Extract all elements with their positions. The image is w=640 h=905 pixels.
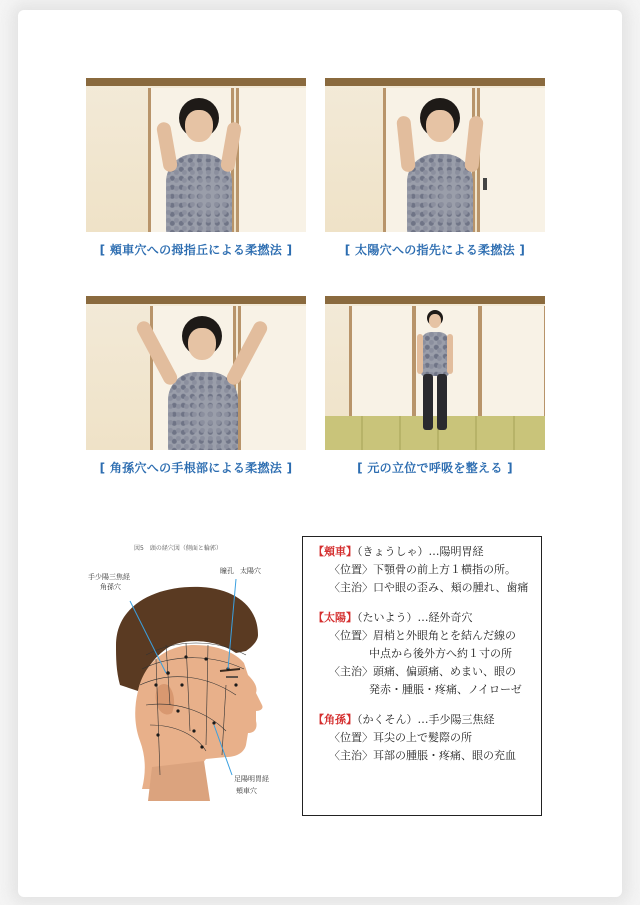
- photo-cheek-technique: [86, 78, 306, 232]
- position-label: 〈位置〉: [329, 731, 373, 744]
- point-name: 【頬車】: [313, 545, 357, 558]
- position-text: 下顎骨の前上方１横指の所。: [373, 563, 516, 576]
- caption-jiaosun: [ 角孫穴への手根部による柔撚法 ]: [99, 461, 293, 475]
- photo-temple-technique: [325, 78, 545, 232]
- indication-label: 〈主治〉: [329, 665, 373, 678]
- indication-label: 〈主治〉: [329, 749, 373, 762]
- photo-jiaosun-technique: [86, 296, 306, 450]
- label-jiache: 頬車穴: [236, 787, 257, 795]
- label-jiaosun: 角孫穴: [100, 583, 121, 591]
- indication-text: 耳部の腫脹・疼痛、眼の充血: [373, 749, 516, 762]
- position-label: 〈位置〉: [329, 629, 373, 642]
- indication-label: 〈主治〉: [329, 581, 373, 594]
- section-taiyang: [313, 609, 533, 699]
- caption-temple: [ 太陽穴への指先による柔撚法 ]: [344, 243, 526, 257]
- photo-standing-breathing: [325, 296, 545, 450]
- label-taiyang: 太陽穴: [240, 567, 261, 575]
- point-reading: （かくそん）…手少陽三焦経: [357, 713, 495, 726]
- position-text: 眉梢と外眼角とを結んだ線の: [373, 629, 516, 642]
- point-reading: （たいよう）…経外奇穴: [357, 611, 473, 624]
- figure-title: 図5 頭の経穴図（側面と輪郭）: [134, 545, 222, 552]
- position-text: 耳尖の上で髪際の所: [373, 731, 472, 744]
- section-jiache: [313, 543, 533, 597]
- label-sanjiao-meridian: 手少陽三焦経: [88, 573, 130, 581]
- position-label: 〈位置〉: [329, 563, 373, 576]
- indication-text: 頭痛、偏頭痛、めまい、眼の: [373, 665, 516, 678]
- caption-cheek: [ 頬車穴への拇指丘による柔撚法 ]: [99, 243, 293, 257]
- indication-text: 口や眼の歪み、頬の腫れ、歯痛: [373, 581, 529, 594]
- section-jiaosun: [313, 711, 533, 765]
- point-name: 【角孫】: [313, 713, 357, 726]
- label-pupil: 瞳孔: [220, 567, 234, 575]
- label-stomach-meridian: 足陽明胃経: [234, 775, 269, 783]
- caption-standing: [ 元の立位で呼吸を整える ]: [357, 461, 513, 475]
- indication-text-cont: 発赤・腫脹・疼痛、ノイローゼ: [369, 683, 522, 696]
- acupoint-info-box: [302, 536, 542, 816]
- position-text-cont: 中点から後外方へ約１寸の所: [369, 647, 512, 660]
- acupoint-head-figure: [86, 535, 286, 805]
- point-reading: （きょうしゃ）…陽明胃経: [357, 545, 484, 558]
- point-name: 【太陽】: [313, 611, 357, 624]
